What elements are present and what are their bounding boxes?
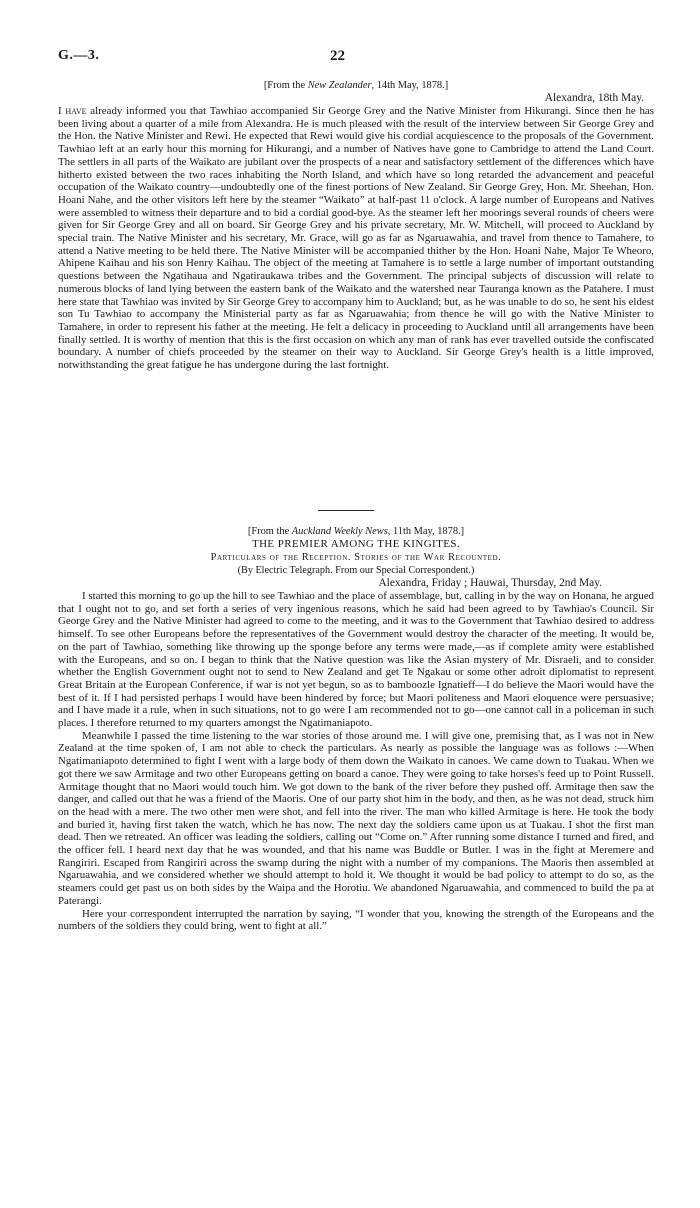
newspaper-name: Auckland Weekly News	[291, 526, 388, 537]
opening-words: I have	[58, 105, 87, 117]
article-new-zealander	[58, 79, 654, 372]
section-divider	[318, 510, 374, 511]
article-paragraph: I started this morning to go up the hill to see Tawhiao and the place of assemblage, but, calling in by the way on Honana, he argued that I ought not to go, and set forth a series of very ingenious reasons, which he said had been agreed to by Tawhiao's Council. Sir George Grey and the Native Minister had agreed to come to the meeting, and it was to the Government that Tawhiao desired to address himself. To see other Europeans before the representatives of the Government would destroy the character of the meeting. It would be, on the part of Tawhiao, something like throwing up the sponge before any terms were made,—as if complete amity were established with the Europeans, and so on. I began to think that the Native question was like the Asian mystery of Mr. Disraeli, and to consider whether the English Government ought not to send to New Zealand and get Te Ngakau or some other adroit diplomatist to represent Great Britain at the European Conference, if war is not yet begun, so as to bamboozle Ignatieff—I do believe the Maori would have the best of it. If I had persisted perhaps I would have been hindered by force; but Maori politeness and Maori eloquence were persuasive; and I have made it a rule, when in such situations, not to go were I am recommended not to go—one cannot call in a policeman in such places. I therefore returned to my quarters amongst the Ngatimaniapoto.	[58, 590, 654, 730]
article-body	[58, 105, 654, 372]
page-number: 22	[330, 48, 345, 64]
article-paragraph: Here your correspondent interrupted the narration by saying, “I wonder that you, knowing the strength of the Europeans and the numbers of the soldiers they could bring, went to fight at all.”	[58, 907, 654, 933]
article-source: [From the Auckland Weekly News, 11th May, 1878.]	[247, 526, 465, 537]
newspaper-name: New Zealander	[307, 80, 372, 91]
page-code: G.—3.	[58, 48, 100, 63]
article-paragraph: Meanwhile I passed the time listening to the war stories of those around me. I will give one, premising that, as I was not in New Zealand at the time spoken of, I am not able to check the particulars. As nearly as possible the language was as follows :—When Ngatimaniapoto determined to fight I went with a large body of them down the Waikato in canoes. We came down to Tuakau. When we got there we saw Armitage and two other Europeans getting on board a canoe. They were going to take horses's feed up to Point Russell. Armitage thought that no Maori would touch him. We got down to the bank of the river before they pushed off. Armitage then saw the danger, and called out that he was a friend of the Maoris. One of our party shot him in the body, and then, as he was not dead, struck him on the head with a mere. The two other men were shot, and fell into the river. The man who killed Armitage is here. He took the body and buried it, having first taken the watch, which he has now. The next day the soldiers came upon us at Tuakau. I shot the first man dead. Then we retreated. An officer was leading the soldiers, calling out “Come on.” After running some distance I turned and fired, and the officer fell. I heard next day that he was wounded, and that his name was Buddle or Butler. I was in the fight at Meremere and Rangiriri. Escaped from Rangiriri across the swamp during the night with a number of my companions. The Maoris then assembled at Ngaruawahia, and we considered whether we should attempt to hold it. We thought it would be bad policy to attempt to do so, as the steamers could get past us on both sides by the Waipa and the Horotiu. We abandoned Ngaruawahia, and commenced to build the pa at Paterangi.	[58, 729, 654, 907]
article-auckland-weekly-news	[58, 525, 654, 933]
article-dateline: Alexandra, Friday ; Hauwai, Thursday, 2nd May.	[378, 577, 602, 589]
article-subtitle: Particulars of the Reception. Stories of the War Recounted.	[210, 552, 502, 563]
article-byline: (By Electric Telegraph. From our Special Correspondent.)	[237, 565, 475, 576]
article-title: THE PREMIER AMONG THE KINGITES.	[251, 538, 461, 550]
article-dateline: Alexandra, 18th May.	[544, 92, 644, 104]
article-source: [From the New Zealander, 14th May, 1878.]	[263, 80, 449, 91]
article-text: already informed you that Tawhiao accompanied Sir George Grey and the Native Minister from Hikurangi. Since then he has been living about a quarter of a mile from Alexandra. He is much pleased with the result of the interview between Sir George Grey and the Hon. the Native Minister and Rewi. He expected that Rewi would give his cordial acquiescence to the proposals of the Government. Tawhiao left at an early hour this morning for Hikurangi, and a number of Natives have gone to Cambridge to attend the Land Court. The settlers in all parts of the Waikato are jubilant over the prospects of a near and satisfactory settlement of the differences which have hitherto existed between the two races inhabiting the North Island, and which have so long retarded the advancement and peaceful occupation of the Waikato country—undoubtedly one of the finest portions of New Zealand. Sir George Grey, Hon. Mr. Sheehan, Hon. Hoani Nahe, and the other visitors left here by the steamer “Waikato” at half-past 11 o'clock. A large number of Europeans and Natives were assembled to witness their departure and to bid a cordial good-bye. As the steamer left her moorings several rounds of cheers were given for Sir George Grey and all on board. Sir George Grey and his private secretary, Mr. W. Mitchell, will proceed to Auckland by special train. The Native Minister and his secretary, Mr. Grace, will go as far as Ngaruawahia, and travel from thence to Tamahere, to attend a Native meeting to be held there. The Native Minister will be accompanied thither by the Hon. Hoani Nahe, Major Te Wheoro, Ahipene Kaihau and his son Henry Kaihau. The object of the meeting at Tamahere is to settle a large number of important outstanding questions between the Ngatihaua and Ngatiraukawa tribes and the Government. The principal subjects of discussion will relate to numerous blocks of land lying between the eastern bank of the Waikato and the watershed near Tauranga known as the Patahere. I must here state that Tawhiao was invited by Sir George Grey to accompany him to Auckland; but, as he was unable to do so, he sent his eldest son Tu Tawhiao to accompany the Ministerial party as far as Ngaruawahia; from thence he will go with the Native Minister to Tamahere, in order to represent his father at the meeting. He felt a delicacy in proceeding to Auckland until all arrangements have been finally settled. It is worthy of mention that this is the first occasion on which any man of rank has ever travelled outside the confiscated boundary. A number of chiefs proceeded by the steamer on their way to Auckland. Sir George Grey's health is a little improved, notwithstanding the great fatigue he has undergone during the last fortnight.	[58, 105, 654, 372]
